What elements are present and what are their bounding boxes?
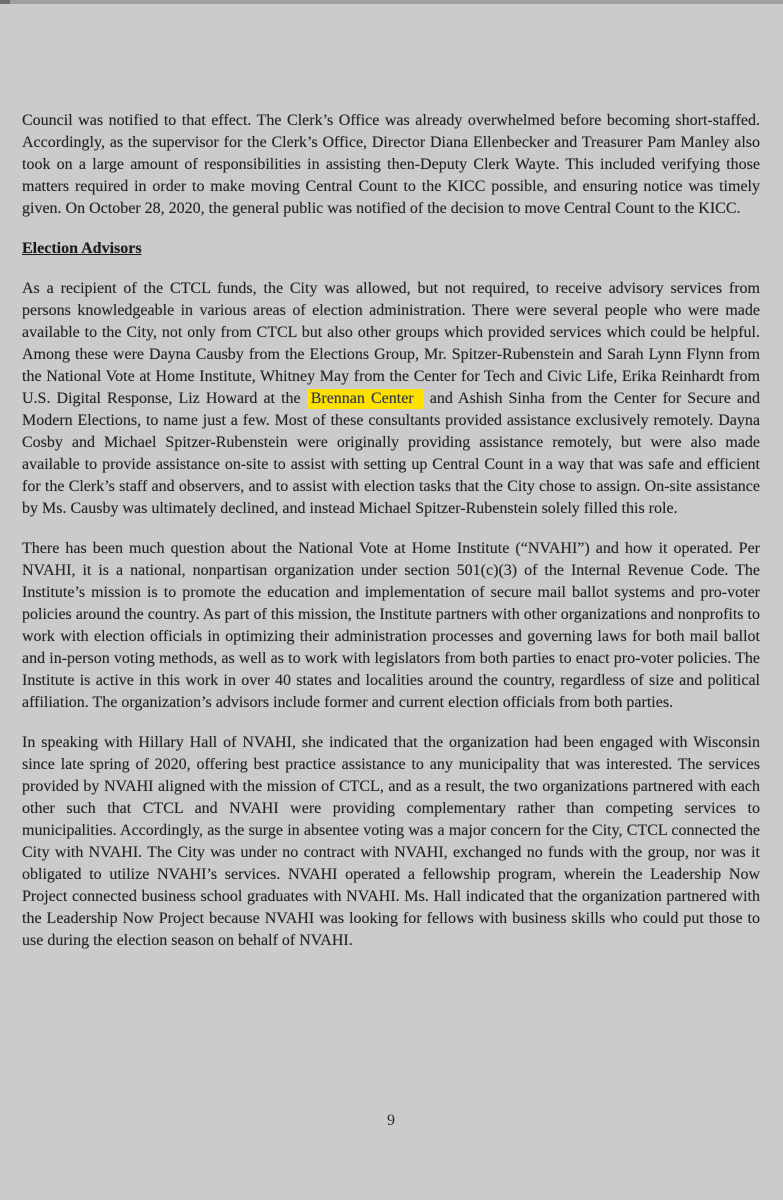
section-heading-election-advisors: Election Advisors — [22, 240, 142, 257]
document-body — [22, 0, 760, 952]
scan-edge-corner-artifact — [0, 0, 10, 4]
highlighted-text-brennan-center: Brennan Center — [307, 389, 424, 409]
paragraph-election-advisors-text-before: As a recipient of the CTCL funds, the City was allowed, but not required, to receive advisory services from persons knowledgeable in various areas of election administration. There were several people who were made available to the City, not only from CTCL but also other groups which provided services which could be helpful. Among these were Dayna Causby from the Elections Group, Mr. Spitzer-Rubenstein and Sarah Lynn Flynn from the National Vote at Home Institute, Whitney May from the Center for Tech and Civic Life, Erika Reinhardt from U.S. Digital Response, Liz Howard at the — [22, 280, 760, 407]
paragraph-hillary-hall: In speaking with Hillary Hall of NVAHI, she indicated that the organization had been engaged with Wisconsin since late spring of 2020, offering best practice assistance to any municipality that was interested. The services provided by NVAHI aligned with the mission of CTCL, and as a result, the two organizations partnered with each other such that CTCL and NVAHI were providing complementary rather than competing services to municipalities. Accordingly, as the surge in absentee voting was a major concern for the City, CTCL connected the City with NVAHI. The City was under no contract with NVAHI, exchanged no funds with the group, nor was it obligated to utilize NVAHI’s services. NVAHI operated a fellowship program, wherein the Leadership Now Project connected business school graduates with NVAHI. Ms. Hall indicated that the organization partnered with the Leadership Now Project because NVAHI was looking for fellows with business skills who could put those to use during the election season on behalf of NVAHI. — [22, 734, 760, 949]
paragraph-nvahi-overview: There has been much question about the National Vote at Home Institute (“NVAHI”) and how it operated. Per NVAHI, it is a national, nonpartisan organization under section 501(c)(3) of the Internal Revenue Code. The Institute’s mission is to promote the education and implementation of secure mail ballot systems and pro-voter policies around the country. As part of this mission, the Institute partners with other organizations and nonprofits to work with election officials in optimizing their administration processes and governing laws for both mail ballot and in-person voting methods, as well as to work with legislators from both parties to enact pro-voter policies. The Institute is active in this work in over 40 states and localities around the country, regardless of size and political affiliation. The organization’s advisors include former and current election officials from both parties. — [22, 540, 760, 711]
paragraph-election-advisors — [22, 278, 760, 520]
page-number: 9 — [387, 1112, 395, 1129]
paragraph-clerks-office: Council was notified to that effect. The Clerk’s Office was already overwhelmed before becoming short-staffed. Accordingly, as the supervisor for the Clerk’s Office, Director Diana Ellenbecker and Treasurer Pam Manley also took on a large amount of responsibilities in assisting then-Deputy Clerk Wayte. This included verifying those matters required in order to make moving Central Count to the KICC possible, and ensuring notice was timely given. On October 28, 2020, the general public was notified of the decision to move Central Count to the KICC. — [22, 112, 760, 217]
paragraph-election-advisors-text-after: and Ashish Sinha from the Center for Secure and Modern Elections, to name just a few. Most of these consultants provided assistance exclusively remotely. Dayna Cosby and Michael Spitzer-Rubenstein were originally providing assistance remotely, but were also made available to provide assistance on-site to assist with setting up Central Count in a way that was safe and efficient for the Clerk’s staff and observers, and to assist with election tasks that the City chose to assign. On-site assistance by Ms. Causby was ultimately declined, and instead Michael Spitzer-Rubenstein solely filled this role. — [22, 390, 761, 517]
